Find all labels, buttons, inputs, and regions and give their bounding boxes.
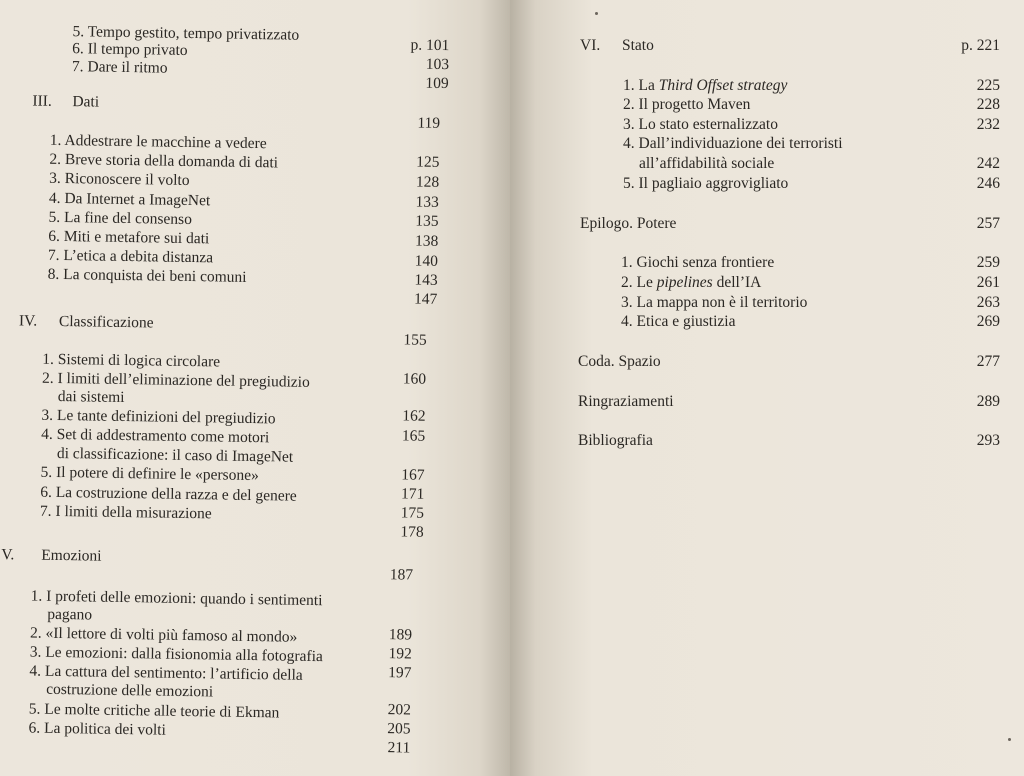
chapter-page: 187: [389, 566, 414, 584]
chapter-title: Emozioni: [41, 546, 102, 565]
toc-entry-label: 7. I limiti della misurazione: [39, 502, 212, 523]
toc-entry-label: 3. Le emozioni: dalla fisionomia alla fotografia: [29, 643, 323, 666]
toc-entry-label: 3. Le tante definizioni del pregiudizio: [41, 406, 276, 428]
back-matter-title: Bibliografia: [578, 432, 653, 449]
toc-entry-page: 269: [976, 313, 1000, 330]
chapter-page: 119: [417, 114, 441, 132]
toc-entry-page: 171: [400, 485, 425, 503]
toc-entry-label-continuation: all’affidabilità sociale: [639, 155, 775, 172]
toc-entry-label: 7. Dare il ritmo: [71, 58, 168, 77]
chapter-numeral: IV.: [18, 312, 38, 330]
left-page-contents: [0, 0, 510, 776]
toc-entry-label: 2. Il progetto Maven: [623, 96, 751, 113]
toc-entry-page: 246: [976, 175, 1000, 192]
chapter-title: Classificazione: [58, 312, 154, 332]
back-matter-page: 289: [976, 393, 1000, 410]
epilogue-page: 257: [976, 215, 1000, 232]
toc-entry-page: 211: [387, 739, 411, 757]
toc-entry-page: 165: [401, 427, 426, 445]
toc-entry-label: 4. Set di addestramento come motori: [41, 425, 270, 447]
toc-entry-page: 202: [387, 701, 412, 719]
chapter-page: 155: [403, 331, 427, 349]
chapter-title: Dati: [72, 93, 100, 111]
toc-entry-page: 147: [413, 290, 438, 308]
toc-entry-label: 1. Addestrare le macchine a vedere: [49, 131, 267, 153]
toc-entry-label: 2. I limiti dell’eliminazione del pregiudizio: [41, 369, 310, 391]
toc-entry-page: 133: [415, 193, 440, 211]
toc-entry-label: 4. Etica e giustizia: [621, 313, 736, 330]
toc-entry-label-continuation: dai sistemi: [57, 387, 125, 407]
toc-entry-page: 175: [400, 504, 425, 522]
toc-entry-page: 109: [425, 74, 449, 93]
toc-entry-label: 4. La cattura del sentimento: l’artificio della: [29, 662, 303, 684]
chapter-page: p. 221: [961, 37, 1000, 54]
toc-entry-page: 197: [388, 664, 412, 682]
toc-entry-label-continuation: di classificazione: il caso di ImageNet: [56, 444, 294, 466]
toc-entry-page: 167: [401, 466, 425, 484]
chapter-numeral: VI.: [580, 37, 601, 54]
toc-entry-label-continuation: costruzione delle emozioni: [46, 680, 214, 701]
toc-entry-page: 261: [976, 274, 1000, 291]
epilogue-title: Epilogo. Potere: [580, 215, 677, 232]
right-page: [510, 0, 1024, 776]
back-matter-page: 277: [976, 353, 1000, 370]
toc-entry-label: 1. Giochi senza frontiere: [621, 254, 775, 271]
chapter-title: Stato: [622, 37, 654, 54]
toc-entry-label: 6. La costruzione della razza e del genere: [40, 483, 297, 505]
chapter-numeral: V.: [1, 546, 15, 564]
toc-entry-page: 178: [400, 523, 424, 541]
toc-entry-label: 3. Riconoscere il volto: [49, 169, 190, 189]
toc-entry-page: 162: [402, 407, 426, 425]
toc-entry-page: 263: [976, 294, 1000, 311]
chapter-numeral: III.: [32, 92, 52, 110]
toc-entry-label: 3. La mappa non è il territorio: [621, 294, 808, 311]
toc-entry-label: 6. Il tempo privato: [72, 40, 188, 59]
toc-entry-label: 4. Dall’individuazione dei terroristi: [623, 135, 843, 152]
toc-entry-page: 160: [402, 370, 427, 388]
paper-speck: [595, 12, 598, 15]
toc-entry-label-continuation: pagano: [47, 605, 93, 624]
toc-entry-label: 5. Il pagliaio aggrovigliato: [623, 175, 789, 192]
toc-entry-label: 5. Il potere di definire le «persone»: [40, 463, 259, 485]
toc-entry-label: 2. Le pipelines dell’IA: [621, 274, 762, 291]
toc-entry-label: 5. La fine del consenso: [48, 208, 193, 229]
toc-entry-page: p. 101: [410, 36, 450, 55]
toc-entry-label: 1. La Third Offset strategy: [623, 77, 788, 94]
toc-entry-label: 2. Breve storia della domanda di dati: [49, 150, 279, 172]
toc-entry-page: 125: [416, 153, 440, 171]
toc-entry-page: 189: [388, 626, 413, 644]
toc-entry-label: 5. Le molte critiche alle teorie di Ekman: [28, 700, 280, 722]
toc-entry-label: 5. Tempo gestito, tempo privatizzato: [72, 23, 300, 44]
toc-entry-page: 232: [976, 116, 1000, 133]
toc-entry-page: 128: [415, 173, 440, 191]
toc-entry-label: 6. Miti e metafore sui dati: [48, 227, 210, 248]
toc-entry-page: 228: [976, 96, 1000, 113]
toc-entry-label: 1. Sistemi di logica circolare: [42, 350, 221, 371]
paper-speck: [1008, 738, 1011, 741]
toc-entry-page: 205: [387, 720, 411, 738]
toc-entry-page: 242: [976, 155, 1000, 172]
toc-entry-label: 3. Lo stato esternalizzato: [623, 116, 778, 133]
toc-entry-page: 138: [414, 232, 439, 250]
toc-entry-label: 1. I profeti delle emozioni: quando i sentimenti: [30, 587, 323, 610]
left-page: [0, 0, 510, 776]
toc-entry-label: 6. La politica dei volti: [28, 719, 167, 739]
toc-entry-page: 143: [414, 271, 438, 289]
back-matter-page: 293: [976, 432, 1000, 449]
toc-entry-label: 7. L’etica a debita distanza: [47, 246, 214, 267]
toc-entry-italic: Third Offset strategy: [658, 77, 788, 94]
toc-entry-italic: pipelines: [656, 274, 713, 291]
toc-entry-label: 8. La conquista dei beni comuni: [47, 265, 247, 286]
toc-entry-page: 135: [415, 212, 439, 230]
toc-entry-label: 4. Da Internet a ImageNet: [48, 189, 211, 210]
back-matter-title: Coda. Spazio: [578, 353, 661, 370]
toc-entry-page: 192: [388, 645, 412, 663]
toc-entry-label: 2. «Il lettore di volti più famoso al mondo»: [29, 624, 298, 646]
toc-entry-page: 140: [414, 252, 439, 270]
back-matter-title: Ringraziamenti: [578, 393, 674, 410]
toc-entry-page: 103: [425, 55, 450, 74]
toc-entry-page: 259: [976, 254, 1000, 271]
toc-entry-page: 225: [976, 77, 1000, 94]
